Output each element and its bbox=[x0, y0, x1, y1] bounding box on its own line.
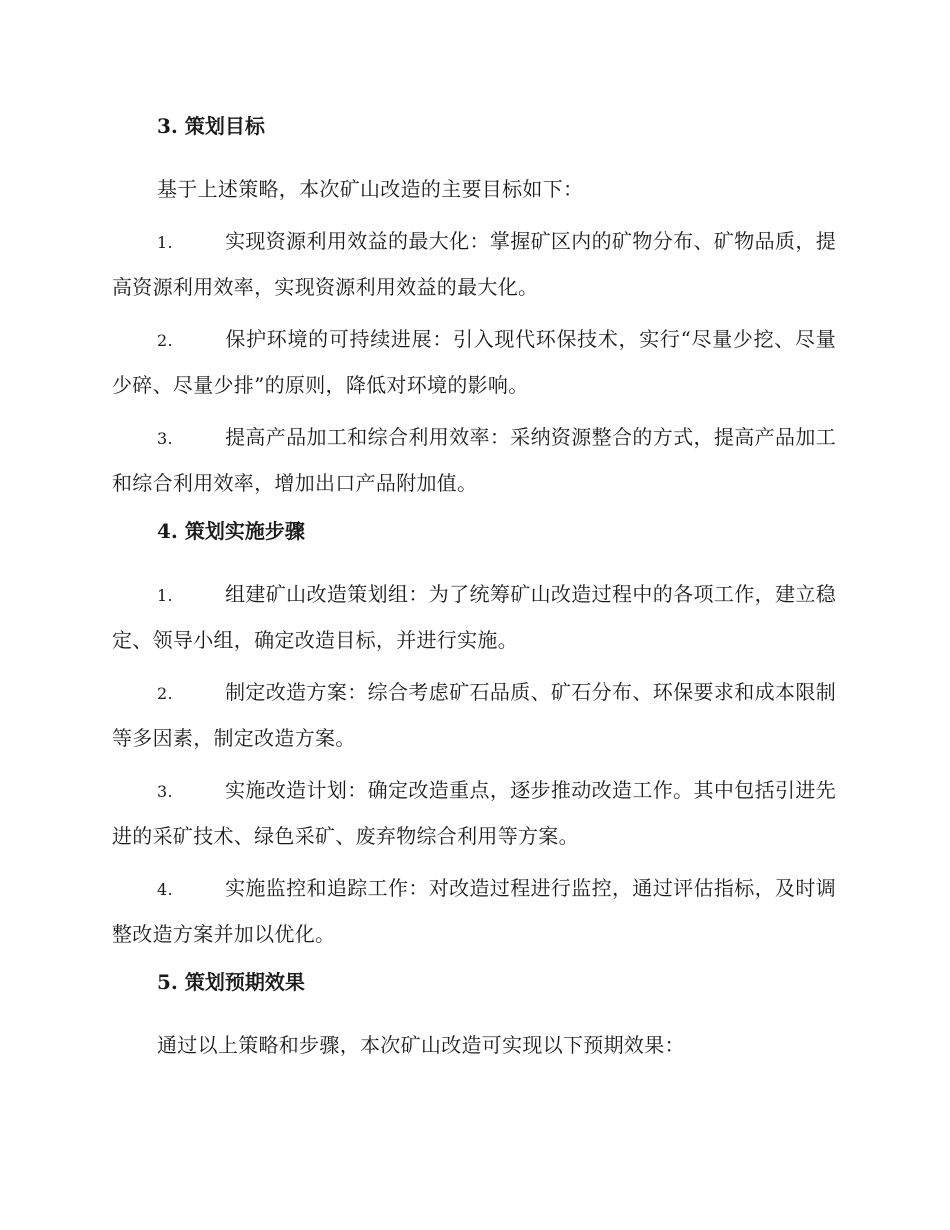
list-item-text: 提高产品加工和综合利用效率：采纳资源整合的方式，提高产品加工和综合利用效率，增加出口产品附加值。 bbox=[112, 425, 836, 495]
list-item bbox=[112, 219, 836, 309]
document-page bbox=[112, 108, 836, 1075]
list-item bbox=[112, 317, 836, 407]
list-item-text: 实现资源利用效益的最大化：掌握矿区内的矿物分布、矿物品质，提高资源利用效率，实现资源利用效益的最大化。 bbox=[112, 229, 836, 299]
section-intro-effects: 通过以上策略和步骤，本次矿山改造可实现以下预期效果： bbox=[157, 1033, 685, 1057]
list-item bbox=[112, 572, 836, 662]
list-item-text: 组建矿山改造策划组：为了统筹矿山改造过程中的各项工作，建立稳定、领导小组，确定改造目标，并进行实施。 bbox=[112, 582, 836, 652]
list-item-number: 2. bbox=[157, 331, 173, 350]
list-item-text: 实施改造计划：确定改造重点，逐步推动改造工作。其中包括引进先进的采矿技术、绿色采矿、废弃物综合利用等方案。 bbox=[112, 778, 836, 848]
list-item-number: 2. bbox=[157, 684, 173, 703]
list-item bbox=[112, 670, 836, 760]
list-item-number: 3. bbox=[157, 429, 173, 448]
section-heading-effects: 5. 策划预期效果 bbox=[157, 970, 305, 994]
section-intro-goals: 基于上述策略，本次矿山改造的主要目标如下： bbox=[157, 177, 584, 201]
section-heading-steps: 4. 策划实施步骤 bbox=[157, 519, 305, 543]
list-item bbox=[112, 866, 836, 956]
list-item bbox=[112, 768, 836, 858]
list-item-number: 1. bbox=[157, 233, 173, 252]
list-item-number: 1. bbox=[157, 586, 173, 605]
list-item-text: 保护环境的可持续进展：引入现代环保技术，实行“尽量少挖、尽量少碎、尽量少排”的原则，降低对环境的影响。 bbox=[112, 327, 836, 397]
list-item-number: 3. bbox=[157, 782, 173, 801]
list-item-text: 制定改造方案：综合考虑矿石品质、矿石分布、环保要求和成本限制等多因素，制定改造方案。 bbox=[112, 680, 836, 750]
list-item-text: 实施监控和追踪工作：对改造过程进行监控，通过评估指标，及时调整改造方案并加以优化。 bbox=[112, 876, 836, 946]
list-item-number: 4. bbox=[157, 880, 173, 899]
list-item bbox=[112, 415, 836, 505]
section-heading-goals: 3. 策划目标 bbox=[157, 114, 265, 138]
